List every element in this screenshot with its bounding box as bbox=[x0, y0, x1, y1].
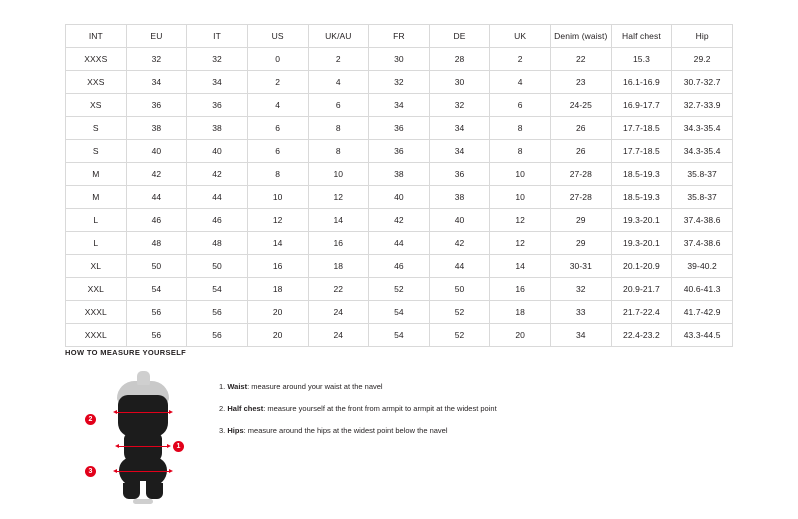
cell: 34 bbox=[551, 324, 612, 347]
cell: 43.3-44.5 bbox=[672, 324, 733, 347]
cell: 42 bbox=[429, 232, 490, 255]
cell: 4 bbox=[308, 71, 369, 94]
cell: 40 bbox=[187, 140, 248, 163]
cell: 18.5-19.3 bbox=[611, 163, 672, 186]
mannequin-leg-right bbox=[146, 483, 163, 499]
cell: 41.7-42.9 bbox=[672, 301, 733, 324]
cell: 50 bbox=[126, 255, 187, 278]
cell: XXXS bbox=[66, 48, 127, 71]
cell: 38 bbox=[429, 186, 490, 209]
cell: 29.2 bbox=[672, 48, 733, 71]
cell: XXXL bbox=[66, 301, 127, 324]
mannequin-neck bbox=[137, 371, 150, 385]
cell: 16.1-16.9 bbox=[611, 71, 672, 94]
cell: 28 bbox=[429, 48, 490, 71]
cell: 12 bbox=[490, 232, 551, 255]
marker-3: 3 bbox=[85, 466, 96, 477]
cell: 19.3-20.1 bbox=[611, 232, 672, 255]
cell: S bbox=[66, 140, 127, 163]
cell: 36 bbox=[369, 117, 430, 140]
cell: 2 bbox=[247, 71, 308, 94]
cell: 12 bbox=[308, 186, 369, 209]
table-row bbox=[66, 324, 733, 347]
column-header-uk-au: UK/AU bbox=[308, 25, 369, 48]
cell: XXS bbox=[66, 71, 127, 94]
cell: 2 bbox=[308, 48, 369, 71]
cell: 46 bbox=[187, 209, 248, 232]
cell: 6 bbox=[247, 140, 308, 163]
step-number: 1. bbox=[219, 382, 226, 391]
cell: 52 bbox=[429, 324, 490, 347]
cell: 26 bbox=[551, 117, 612, 140]
cell: 27-28 bbox=[551, 163, 612, 186]
step-number: 2. bbox=[219, 404, 226, 413]
cell: 54 bbox=[369, 324, 430, 347]
table-row bbox=[66, 255, 733, 278]
cell: 24-25 bbox=[551, 94, 612, 117]
cell: 56 bbox=[126, 301, 187, 324]
cell: 27-28 bbox=[551, 186, 612, 209]
cell: 44 bbox=[429, 255, 490, 278]
mannequin-stand bbox=[133, 499, 153, 504]
cell: 8 bbox=[490, 140, 551, 163]
table-row bbox=[66, 71, 733, 94]
cell: 34 bbox=[429, 117, 490, 140]
cell: 30 bbox=[429, 71, 490, 94]
cell: 10 bbox=[490, 163, 551, 186]
cell: 44 bbox=[369, 232, 430, 255]
column-header-uk: UK bbox=[490, 25, 551, 48]
table-row bbox=[66, 140, 733, 163]
cell: 18 bbox=[490, 301, 551, 324]
cell: 16 bbox=[490, 278, 551, 301]
column-header-int: INT bbox=[66, 25, 127, 48]
cell: 20 bbox=[247, 324, 308, 347]
step-number: 3. bbox=[219, 426, 226, 435]
cell: 18 bbox=[308, 255, 369, 278]
cell: 35.8-37 bbox=[672, 186, 733, 209]
cell: L bbox=[66, 232, 127, 255]
cell: 22 bbox=[308, 278, 369, 301]
cell: 32 bbox=[126, 48, 187, 71]
table-row bbox=[66, 301, 733, 324]
column-header-eu: EU bbox=[126, 25, 187, 48]
cell: 37.4-38.6 bbox=[672, 209, 733, 232]
mannequin-bust bbox=[118, 395, 168, 437]
cell: 8 bbox=[490, 117, 551, 140]
cell: 4 bbox=[247, 94, 308, 117]
hips-measure-arrow-icon bbox=[117, 471, 169, 472]
cell: 32 bbox=[369, 71, 430, 94]
cell: 6 bbox=[490, 94, 551, 117]
cell: 56 bbox=[126, 324, 187, 347]
cell: 32 bbox=[187, 48, 248, 71]
cell: 17.7-18.5 bbox=[611, 117, 672, 140]
cell: 20 bbox=[247, 301, 308, 324]
cell: 4 bbox=[490, 71, 551, 94]
table-header-row bbox=[66, 25, 733, 48]
step-text: : measure around your waist at the navel bbox=[247, 382, 383, 391]
table-row bbox=[66, 186, 733, 209]
cell: 30 bbox=[369, 48, 430, 71]
column-header-de: DE bbox=[429, 25, 490, 48]
step-text: : measure around the hips at the widest point below the navel bbox=[243, 426, 448, 435]
cell: 46 bbox=[369, 255, 430, 278]
cell: 34 bbox=[187, 71, 248, 94]
cell: 24 bbox=[308, 324, 369, 347]
mannequin-crotch-gap bbox=[140, 481, 146, 493]
table-row bbox=[66, 117, 733, 140]
how-to-measure-title: HOW TO MEASURE YOURSELF bbox=[65, 348, 187, 357]
step-term: Hips bbox=[227, 426, 244, 435]
cell: 36 bbox=[369, 140, 430, 163]
cell: 44 bbox=[187, 186, 248, 209]
cell: 8 bbox=[247, 163, 308, 186]
waist-measure-arrow-icon bbox=[119, 446, 167, 447]
size-chart-table bbox=[65, 24, 733, 347]
column-header-half-chest: Half chest bbox=[611, 25, 672, 48]
cell: 38 bbox=[187, 117, 248, 140]
cell: 39-40.2 bbox=[672, 255, 733, 278]
cell: 34.3-35.4 bbox=[672, 117, 733, 140]
cell: 42 bbox=[369, 209, 430, 232]
measure-step-waist bbox=[219, 381, 497, 392]
table-row bbox=[66, 278, 733, 301]
cell: 42 bbox=[187, 163, 248, 186]
cell: 34 bbox=[429, 140, 490, 163]
size-chart-container bbox=[65, 24, 733, 347]
cell: S bbox=[66, 117, 127, 140]
cell: 40 bbox=[369, 186, 430, 209]
column-header-denim-waist: Denim (waist) bbox=[551, 25, 612, 48]
column-header-hip: Hip bbox=[672, 25, 733, 48]
table-row bbox=[66, 209, 733, 232]
cell: XL bbox=[66, 255, 127, 278]
cell: 38 bbox=[126, 117, 187, 140]
cell: 12 bbox=[490, 209, 551, 232]
cell: XS bbox=[66, 94, 127, 117]
cell: 36 bbox=[429, 163, 490, 186]
cell: 36 bbox=[126, 94, 187, 117]
cell: 19.3-20.1 bbox=[611, 209, 672, 232]
cell: 34 bbox=[126, 71, 187, 94]
cell: 20 bbox=[490, 324, 551, 347]
cell: 17.7-18.5 bbox=[611, 140, 672, 163]
cell: 50 bbox=[187, 255, 248, 278]
cell: 15.3 bbox=[611, 48, 672, 71]
marker-1: 1 bbox=[173, 441, 184, 452]
cell: 6 bbox=[308, 94, 369, 117]
cell: 54 bbox=[369, 301, 430, 324]
mannequin-icon bbox=[115, 371, 171, 497]
how-to-measure-section bbox=[65, 348, 765, 502]
cell: 20.1-20.9 bbox=[611, 255, 672, 278]
cell: 38 bbox=[369, 163, 430, 186]
cell: 2 bbox=[490, 48, 551, 71]
cell: 23 bbox=[551, 71, 612, 94]
cell: 32 bbox=[429, 94, 490, 117]
cell: 34 bbox=[369, 94, 430, 117]
cell: XXXL bbox=[66, 324, 127, 347]
cell: 52 bbox=[429, 301, 490, 324]
cell: 37.4-38.6 bbox=[672, 232, 733, 255]
cell: 6 bbox=[247, 117, 308, 140]
cell: 36 bbox=[187, 94, 248, 117]
column-header-it: IT bbox=[187, 25, 248, 48]
cell: 42 bbox=[126, 163, 187, 186]
table-row bbox=[66, 232, 733, 255]
cell: 56 bbox=[187, 324, 248, 347]
cell: 14 bbox=[490, 255, 551, 278]
cell: 10 bbox=[490, 186, 551, 209]
table-row bbox=[66, 48, 733, 71]
cell: 30-31 bbox=[551, 255, 612, 278]
cell: 56 bbox=[187, 301, 248, 324]
cell: 8 bbox=[308, 117, 369, 140]
mannequin-leg-left bbox=[123, 483, 140, 499]
table-row bbox=[66, 163, 733, 186]
cell: 29 bbox=[551, 209, 612, 232]
cell: 52 bbox=[369, 278, 430, 301]
cell: 12 bbox=[247, 209, 308, 232]
cell: M bbox=[66, 163, 127, 186]
cell: 34.3-35.4 bbox=[672, 140, 733, 163]
cell: 29 bbox=[551, 232, 612, 255]
cell: 20.9-21.7 bbox=[611, 278, 672, 301]
cell: 0 bbox=[247, 48, 308, 71]
how-to-measure-body bbox=[65, 367, 765, 502]
cell: 30.7-32.7 bbox=[672, 71, 733, 94]
mannequin-figure bbox=[85, 367, 205, 502]
cell: 10 bbox=[247, 186, 308, 209]
cell: 21.7-22.4 bbox=[611, 301, 672, 324]
cell: 54 bbox=[187, 278, 248, 301]
table-row bbox=[66, 94, 733, 117]
half-chest-measure-arrow-icon bbox=[117, 412, 169, 413]
step-term: Half chest bbox=[227, 404, 264, 413]
cell: 8 bbox=[308, 140, 369, 163]
cell: 40 bbox=[126, 140, 187, 163]
column-header-us: US bbox=[247, 25, 308, 48]
cell: 16.9-17.7 bbox=[611, 94, 672, 117]
cell: 32 bbox=[551, 278, 612, 301]
cell: 44 bbox=[126, 186, 187, 209]
cell: 40.6-41.3 bbox=[672, 278, 733, 301]
cell: 24 bbox=[308, 301, 369, 324]
measure-step-half-chest bbox=[219, 403, 497, 414]
cell: 18 bbox=[247, 278, 308, 301]
cell: M bbox=[66, 186, 127, 209]
cell: 32.7-33.9 bbox=[672, 94, 733, 117]
cell: L bbox=[66, 209, 127, 232]
cell: 26 bbox=[551, 140, 612, 163]
cell: 50 bbox=[429, 278, 490, 301]
marker-2: 2 bbox=[85, 414, 96, 425]
step-term: Waist bbox=[227, 382, 248, 391]
cell: XXL bbox=[66, 278, 127, 301]
cell: 48 bbox=[187, 232, 248, 255]
cell: 10 bbox=[308, 163, 369, 186]
cell: 14 bbox=[247, 232, 308, 255]
cell: 22.4-23.2 bbox=[611, 324, 672, 347]
cell: 16 bbox=[247, 255, 308, 278]
cell: 54 bbox=[126, 278, 187, 301]
measure-step-hips bbox=[219, 425, 497, 436]
cell: 40 bbox=[429, 209, 490, 232]
cell: 22 bbox=[551, 48, 612, 71]
cell: 46 bbox=[126, 209, 187, 232]
column-header-fr: FR bbox=[369, 25, 430, 48]
cell: 48 bbox=[126, 232, 187, 255]
step-text: : measure yourself at the front from armpit to armpit at the widest point bbox=[263, 404, 497, 413]
cell: 33 bbox=[551, 301, 612, 324]
cell: 14 bbox=[308, 209, 369, 232]
cell: 18.5-19.3 bbox=[611, 186, 672, 209]
measure-steps-list bbox=[219, 367, 497, 447]
cell: 35.8-37 bbox=[672, 163, 733, 186]
cell: 16 bbox=[308, 232, 369, 255]
